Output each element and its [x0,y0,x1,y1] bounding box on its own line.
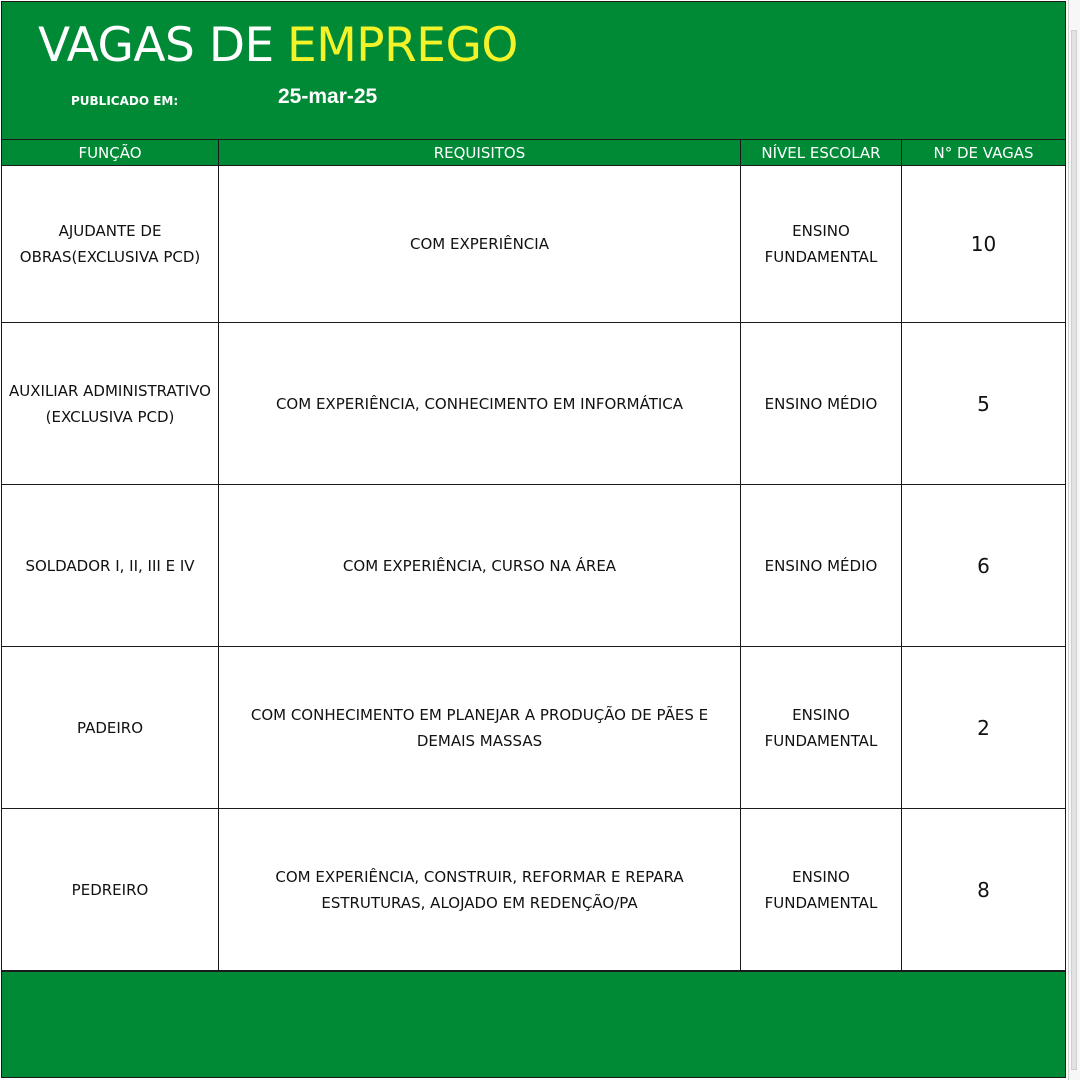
published-date: 25-mar-25 [278,85,378,108]
table-row [2,485,1065,647]
title-emprego: EMPREGO [287,18,518,73]
cell-nivel-escolar: ENSINO MÉDIO [740,323,901,484]
title-vagas-de: VAGAS DE [38,18,274,73]
table-row [2,166,1065,323]
scrollbar-thumb[interactable] [1071,30,1077,1070]
cell-numero-vagas: 2 [901,647,1065,808]
cell-numero-vagas: 10 [901,166,1065,322]
column-header-numero-vagas: N° DE VAGAS [901,140,1065,165]
column-header-requisitos: REQUISITOS [218,140,740,165]
cell-nivel-escolar: ENSINO FUNDAMENTAL [740,809,901,970]
cell-funcao: AUXILIAR ADMINISTRATIVO(EXCLUSIVA PCD) [9,381,211,426]
cell-numero-vagas: 5 [901,323,1065,484]
cell-nivel-escolar: ENSINO FUNDAMENTAL [740,647,901,808]
published-label: PUBLICADO EM: [71,94,179,108]
header-banner [2,2,1065,140]
column-header-nivel-escolar: NÍVEL ESCOLAR [740,140,901,165]
cell-requisitos: COM EXPERIÊNCIA, CONSTRUIR, REFORMAR E REPARA ESTRUTURAS, ALOJADO EM REDENÇÃO/PA [218,809,740,970]
table-row [2,647,1065,809]
cell-funcao: SOLDADOR I, II, III E IV [25,556,195,575]
table-row [2,323,1065,485]
sheet-frame [1,1,1066,1078]
cell-nivel-escolar: ENSINO FUNDAMENTAL [740,166,901,322]
table-row [2,809,1065,971]
column-header-funcao: FUNÇÃO [78,144,142,162]
cell-requisitos: COM EXPERIÊNCIA, CONHECIMENTO EM INFORMÁTICA [218,323,740,484]
cell-requisitos: COM CONHECIMENTO EM PLANEJAR A PRODUÇÃO DE PÃES E DEMAIS MASSAS [218,647,740,808]
cell-requisitos: COM EXPERIÊNCIA [218,166,740,322]
vacancies-table [2,166,1065,971]
cell-numero-vagas: 6 [901,485,1065,646]
cell-numero-vagas: 8 [901,809,1065,970]
cell-funcao: PADEIRO [76,718,144,737]
cell-funcao: AJUDANTE DE OBRAS(EXCLUSIVA PCD) [19,222,201,266]
cell-nivel-escolar: ENSINO MÉDIO [740,485,901,646]
vertical-scrollbar[interactable] [1068,0,1080,1080]
column-header-row [2,140,1065,166]
cell-requisitos: COM EXPERIÊNCIA, CURSO NA ÁREA [218,485,740,646]
cell-funcao: PEDREIRO [71,880,149,899]
footer-banner [2,971,1065,1078]
